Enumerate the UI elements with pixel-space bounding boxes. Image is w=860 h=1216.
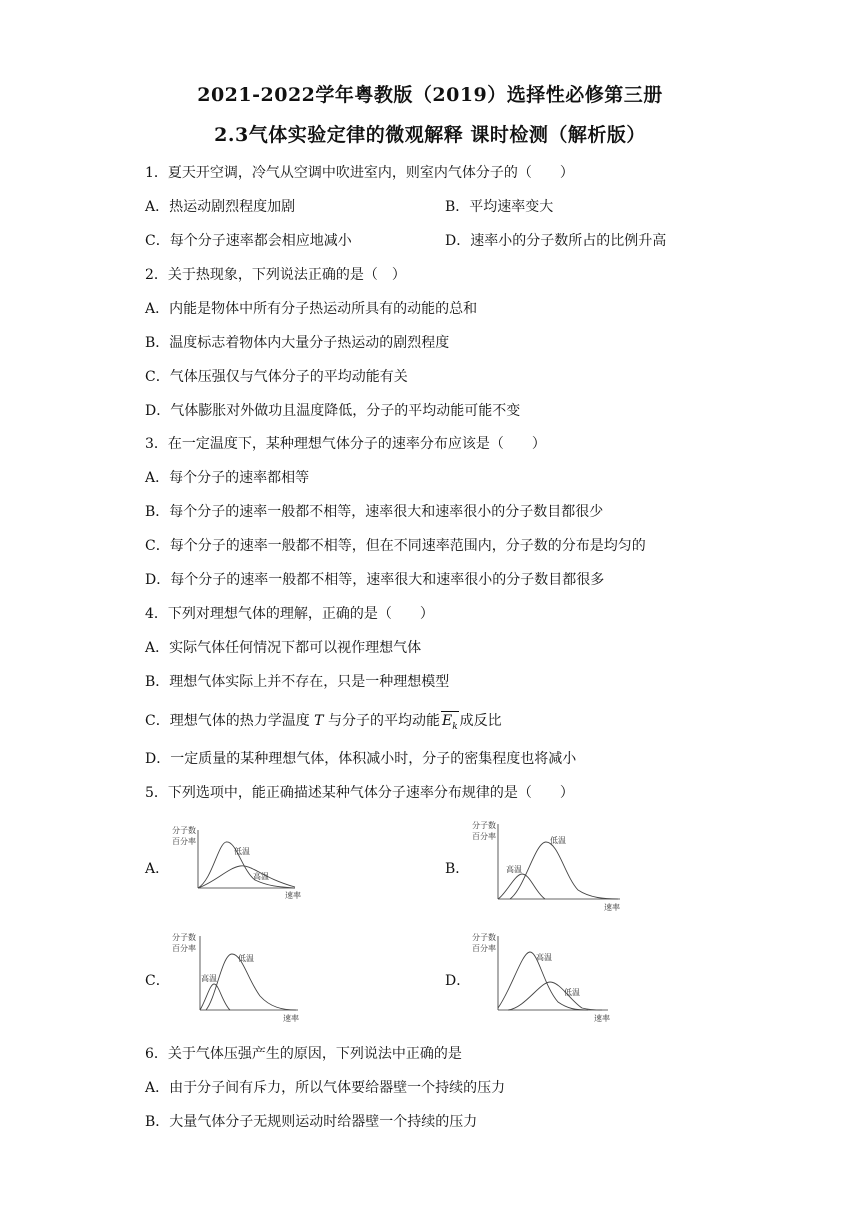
q2-option-d: D．气体膨胀对外做功且温度降低，分子的平均动能可能不变	[145, 403, 521, 419]
curve-label-2: 高温	[201, 974, 217, 983]
q2-option-a: A．内能是物体中所有分子热运动所具有的动能的总和	[145, 301, 478, 317]
q2-option-b: B．温度标志着物体内大量分子热运动的剧烈程度	[145, 335, 450, 351]
doc-title-line2: 2.3气体实验定律的微观解释 课时检测（解析版）	[214, 124, 646, 146]
curve-low-temp	[508, 982, 602, 1010]
q1-option-d: D．速率小的分子数所占的比例升高	[445, 233, 667, 249]
q2-stem: 2．关于热现象，下列说法正确的是（ ）	[145, 267, 406, 283]
q5-option-a-label: A．	[145, 861, 170, 877]
curve-low-temp	[510, 842, 618, 899]
q5-graph-d	[470, 928, 620, 1024]
q1-option-c: C．每个分子速率都会相应地减小	[145, 233, 352, 249]
q5-option-c-label: C．	[145, 973, 170, 989]
curve-label-2: 高温	[253, 872, 269, 881]
q4-option-c-pre: C．理想气体的热力学温度	[145, 713, 310, 729]
q3-stem: 3．在一定温度下，某种理想气体分子的速率分布应该是（ ）	[145, 436, 546, 452]
overbar	[441, 711, 459, 712]
q5-option-d-label: D．	[445, 973, 471, 989]
q5-stem: 5．下列选项中，能正确描述某种气体分子速率分布规律的是（ ）	[145, 785, 574, 801]
curve-label-1: 低温	[238, 954, 254, 963]
q4-option-c-post: 成反比	[459, 713, 502, 729]
q5-graph-a	[170, 820, 310, 910]
ek-k: k	[452, 721, 458, 732]
q1-stem: 1．夏天开空调，冷气从空调中吹进室内，则室内气体分子的（ ）	[145, 165, 574, 181]
y-label-2: 百分率	[172, 837, 196, 846]
q5-graph-b	[470, 816, 630, 914]
curve-label-2: 高温	[506, 865, 522, 874]
q1-option-b: B．平均速率变大	[445, 199, 554, 215]
q1-option-a: A．热运动剧烈程度加剧	[145, 199, 296, 215]
curve-high-temp	[200, 984, 230, 1010]
curve-label-1: 低温	[234, 847, 250, 856]
q3-option-a: A．每个分子的速率都相等	[145, 470, 310, 486]
x-label: 速率	[283, 1014, 299, 1023]
curve-label-1: 高温	[536, 953, 552, 962]
y-label-2: 百分率	[472, 944, 496, 953]
q6-option-b: B．大量气体分子无规则运动时给器壁一个持续的压力	[145, 1114, 478, 1130]
q4-option-b: B．理想气体实际上并不存在，只是一种理想模型	[145, 674, 450, 690]
q2-option-c: C．气体压强仅与气体分子的平均动能有关	[145, 369, 408, 385]
y-label-1: 分子数	[472, 821, 496, 830]
y-label-1: 分子数	[472, 933, 496, 942]
q3-option-c: C．每个分子的速率一般都不相等，但在不同速率范围内，分子数的分布是均匀的	[145, 538, 646, 554]
q4-stem: 4．下列对理想气体的理解，正确的是（ ）	[145, 606, 434, 622]
y-label-2: 百分率	[472, 832, 496, 841]
q4-option-c	[145, 710, 502, 732]
q3-option-b: B．每个分子的速率一般都不相等，速率很大和速率很小的分子数目都很少	[145, 504, 604, 520]
q5-option-b-label: B．	[445, 861, 470, 877]
q4-option-a: A．实际气体任何情况下都可以视作理想气体	[145, 640, 422, 656]
doc-title-line1: 2021-2022学年粤教版（2019）选择性必修第三册	[197, 84, 663, 106]
x-label: 速率	[594, 1014, 610, 1023]
q6-option-a: A．由于分子间有斥力，所以气体要给器壁一个持续的压力	[145, 1080, 506, 1096]
y-label-2: 百分率	[172, 944, 196, 953]
temperature-symbol: T	[314, 713, 324, 729]
ek-e: E	[441, 713, 453, 729]
q5-graph-c	[170, 928, 310, 1024]
q6-stem: 6．关于气体压强产生的原因，下列说法中正确的是	[145, 1046, 462, 1062]
curve-label-2: 低温	[564, 988, 580, 997]
y-label-1: 分子数	[172, 826, 196, 835]
x-label: 速率	[285, 891, 301, 900]
q4-option-d: D．一定质量的某种理想气体，体积减小时，分子的密集程度也将减小	[145, 751, 577, 767]
y-label-1: 分子数	[172, 933, 196, 942]
curve-high-temp	[498, 874, 545, 899]
q3-option-d: D．每个分子的速率一般都不相等，速率很大和速率很小的分子数目都很多	[145, 572, 605, 588]
x-label: 速率	[604, 903, 620, 912]
avg-kinetic-energy-symbol	[440, 713, 460, 732]
curve-label-1: 低温	[550, 836, 566, 845]
q4-option-c-mid: 与分子的平均动能	[327, 713, 440, 729]
